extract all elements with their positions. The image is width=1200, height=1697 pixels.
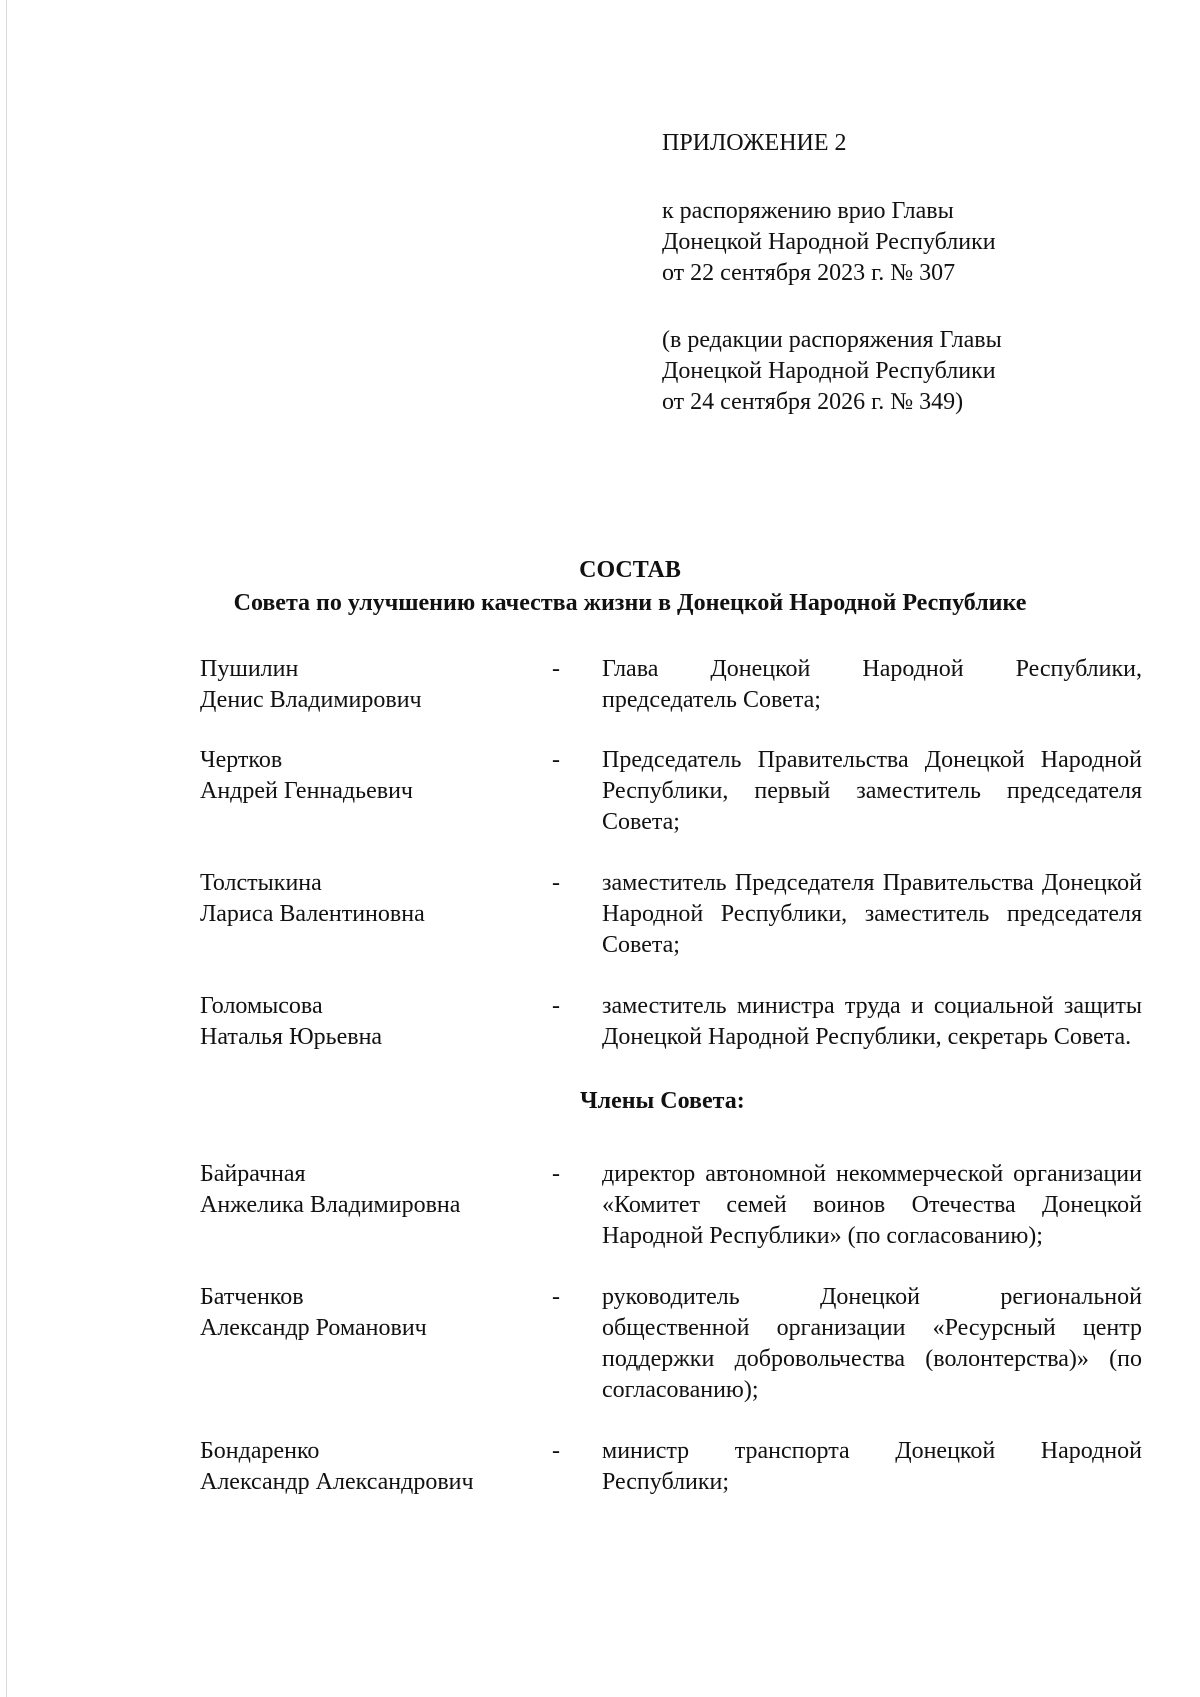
member-role: директор автономной некоммерческой организации «Комитет семей воинов Отечества Донецкой Народной Республики» (по согласованию); <box>602 1161 1142 1249</box>
roster-row <box>200 991 1142 1053</box>
council-roster <box>200 654 1142 1498</box>
member-name <box>200 1282 552 1344</box>
roster-row <box>200 868 1142 961</box>
scan-edge-line <box>6 0 7 1697</box>
roster-row <box>200 1282 1142 1406</box>
member-role: министр транспорта Донецкой Народной Республики; <box>602 1438 1142 1495</box>
member-given-name: Андрей Геннадьевич <box>200 778 413 804</box>
dash-separator: - <box>552 993 560 1019</box>
roster-row <box>200 745 1142 838</box>
dash-separator: - <box>552 870 560 896</box>
member-surname: Пушилин <box>200 656 299 682</box>
member-name <box>200 1159 552 1221</box>
member-surname: Бондаренко <box>200 1438 320 1464</box>
appendix-title: ПРИЛОЖЕНИЕ 2 <box>662 130 847 156</box>
roster-row <box>200 1436 1142 1498</box>
member-role: заместитель министра труда и социальной защиты Донецкой Народной Республики, секретарь Совета. <box>602 993 1142 1050</box>
appendix-reference-line: к распоряжению врио Главы <box>662 198 954 224</box>
appendix-reference <box>662 196 1122 289</box>
member-surname: Чертков <box>200 747 283 773</box>
appendix-edition-line: Донецкой Народной Республики <box>662 358 996 384</box>
member-role: Глава Донецкой Народной Республики, председатель Совета; <box>602 656 1142 713</box>
member-role: Председатель Правительства Донецкой Народной Республики, первый заместитель председателя Совета; <box>602 747 1142 835</box>
appendix-reference-line: Донецкой Народной Республики <box>662 229 996 255</box>
document-heading: СОСТАВ <box>579 557 681 583</box>
member-given-name: Лариса Валентиновна <box>200 901 425 927</box>
dash-separator: - <box>552 1438 560 1464</box>
member-name <box>200 991 552 1053</box>
member-surname: Байрачная <box>200 1161 306 1187</box>
appendix-edition <box>662 325 1122 418</box>
member-surname: Голомысова <box>200 993 323 1019</box>
appendix-edition-line: от 24 сентября 2026 г. № 349) <box>662 389 964 415</box>
roster-row <box>200 654 1142 716</box>
dash-separator: - <box>552 1161 560 1187</box>
member-name <box>200 745 552 807</box>
member-name <box>200 654 552 716</box>
member-given-name: Наталья Юрьевна <box>200 1024 383 1050</box>
roster-row <box>200 1159 1142 1252</box>
member-given-name: Анжелика Владимировна <box>200 1192 461 1218</box>
dash-separator: - <box>552 747 560 773</box>
dash-separator: - <box>552 1284 560 1310</box>
members-heading: Члены Совета: <box>580 1088 745 1114</box>
member-name <box>200 868 552 930</box>
member-role: руководитель Донецкой региональной общественной организации «Ресурсный центр поддержки добровольчества (волонтерства)» (по согласованию); <box>602 1284 1142 1403</box>
appendix-edition-line: (в редакции распоряжения Главы <box>662 327 1002 353</box>
member-role: заместитель Председателя Правительства Донецкой Народной Республики, заместитель председателя Совета; <box>602 870 1142 958</box>
document-subheading: Совета по улучшению качества жизни в Донецкой Народной Республике <box>233 590 1027 616</box>
member-given-name: Денис Владимирович <box>200 687 422 713</box>
appendix-block <box>662 128 1122 418</box>
dash-separator: - <box>552 656 560 682</box>
member-surname: Батченков <box>200 1284 304 1310</box>
member-name <box>200 1436 552 1498</box>
appendix-reference-line: от 22 сентября 2023 г. № 307 <box>662 260 956 286</box>
member-surname: Толстыкина <box>200 870 322 896</box>
member-given-name: Александр Александрович <box>200 1469 474 1495</box>
member-given-name: Александр Романович <box>200 1315 427 1341</box>
